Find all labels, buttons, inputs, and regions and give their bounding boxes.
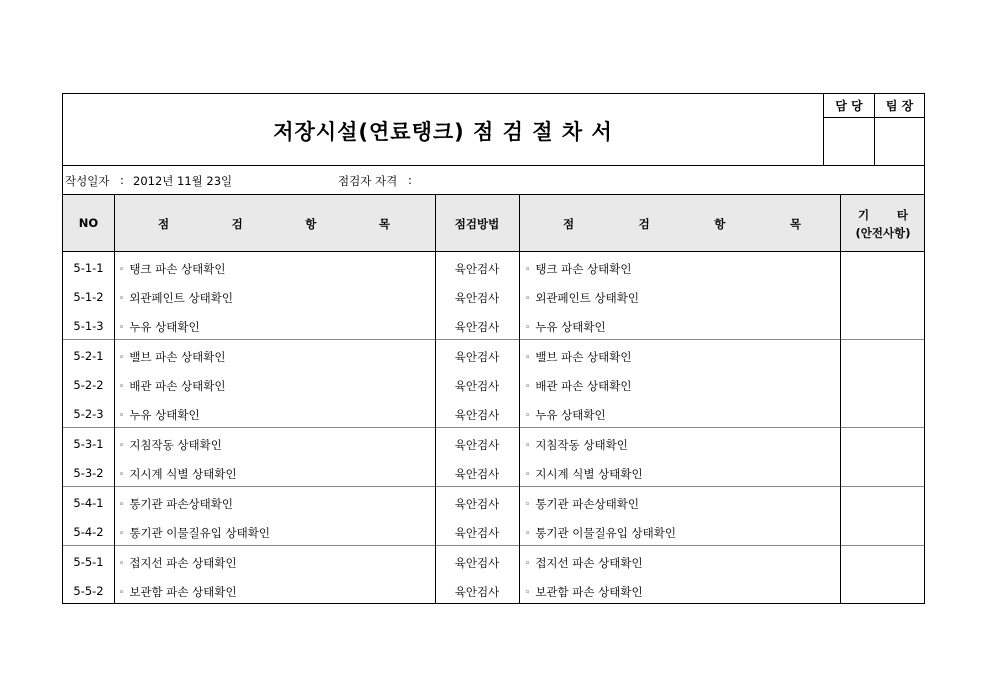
item-number <box>63 525 114 539</box>
inspection-item-detail-text: 지침작동 상태확인 <box>535 438 628 452</box>
date-value: 2012년 11월 23일 <box>133 174 233 188</box>
bullet-icon: ◦ <box>525 529 531 539</box>
inspection-item-detail-text: 배관 파손 상태확인 <box>535 379 632 393</box>
inspection-method <box>435 407 519 423</box>
table-row <box>63 399 924 428</box>
table-row <box>63 282 924 311</box>
inspection-method-text: 육안검사 <box>454 556 500 570</box>
approval-header-manager: 담 당 <box>824 94 875 118</box>
bullet-icon: ◦ <box>525 500 531 510</box>
bullet-icon: ◦ <box>119 559 125 569</box>
inspection-item-detail-text: 누유 상태확인 <box>535 408 606 422</box>
item-number <box>63 378 114 392</box>
header-etc <box>858 207 908 223</box>
bullet-icon: ◦ <box>119 441 125 451</box>
inspection-procedure-document <box>62 93 925 604</box>
inspection-item-text: 접지선 파손 상태확인 <box>129 556 237 570</box>
bullet-icon: ◦ <box>525 588 531 598</box>
inspection-item-detail <box>525 319 606 335</box>
table-row <box>63 370 924 399</box>
inspection-item-detail-text: 보관함 파손 상태확인 <box>535 585 643 599</box>
inspection-item <box>119 525 270 541</box>
bullet-icon: ◦ <box>525 382 531 392</box>
table-row <box>63 253 924 282</box>
inspection-method <box>435 525 519 541</box>
header-method: 점검방법 <box>454 217 500 231</box>
inspection-item <box>119 319 200 335</box>
inspection-item-detail-text: 통기관 이물질유입 상태확인 <box>535 526 676 540</box>
inspection-item-text: 보관함 파손 상태확인 <box>129 585 237 599</box>
inspection-item-detail-text: 탱크 파손 상태확인 <box>535 262 632 276</box>
inspection-method <box>435 584 519 600</box>
item-number-text: 5-2-2 <box>73 378 104 392</box>
item-number <box>63 319 114 333</box>
header-char: 목 <box>378 217 390 231</box>
approval-sign-manager[interactable] <box>824 118 875 165</box>
header-char: 항 <box>714 217 726 231</box>
inspection-item <box>119 466 237 482</box>
inspector-separator: : <box>408 173 412 187</box>
bullet-icon: ◦ <box>119 411 125 421</box>
column-divider <box>519 194 520 603</box>
table-row <box>63 429 924 458</box>
row-group <box>63 428 924 487</box>
inspection-method <box>435 496 519 512</box>
inspection-method-text: 육안검사 <box>454 497 500 511</box>
bullet-icon: ◦ <box>119 529 125 539</box>
document-title: 저장시설(연료탱크) 점 검 절 차 서 <box>273 120 613 144</box>
inspection-item <box>119 584 237 600</box>
title-area <box>63 94 824 165</box>
inspection-item-detail <box>525 349 632 365</box>
approval-sign-team-lead[interactable] <box>875 118 924 165</box>
column-divider <box>840 194 841 603</box>
item-number-text: 5-2-3 <box>73 407 104 421</box>
inspection-item-detail <box>525 261 632 277</box>
bullet-icon: ◦ <box>525 411 531 421</box>
header-char: 점 <box>158 217 170 231</box>
inspection-item-detail <box>525 496 639 512</box>
inspection-item-detail-text: 통기관 파손상태확인 <box>535 497 639 511</box>
item-number <box>63 496 114 510</box>
item-number <box>63 290 114 304</box>
inspection-item <box>119 290 233 306</box>
inspection-item-text: 통기관 파손상태확인 <box>129 497 233 511</box>
table-row <box>63 311 924 340</box>
item-number <box>63 555 114 569</box>
inspection-item-detail <box>525 584 643 600</box>
column-divider <box>114 194 115 603</box>
inspection-item <box>119 349 226 365</box>
header-inspection-item-2 <box>563 216 801 232</box>
inspection-method <box>435 261 519 277</box>
inspection-item-detail <box>525 466 643 482</box>
item-number-text: 5-5-1 <box>73 555 104 569</box>
item-number <box>63 349 114 363</box>
table-row <box>63 547 924 576</box>
bullet-icon: ◦ <box>525 470 531 480</box>
inspection-item-detail-text: 지시계 식별 상태확인 <box>535 467 643 481</box>
header-inspection-item <box>158 216 390 232</box>
inspection-method <box>435 378 519 394</box>
inspection-method-text: 육안검사 <box>454 408 500 422</box>
inspection-item <box>119 437 222 453</box>
inspection-method <box>435 349 519 365</box>
inspection-item <box>119 555 237 571</box>
approval-box <box>824 94 924 165</box>
table-row <box>63 458 924 487</box>
header-safety-notes: (안전사항) <box>855 226 911 240</box>
header-char: 검 <box>638 217 650 231</box>
inspection-method-text: 육안검사 <box>454 291 500 305</box>
approval-header-team-lead: 팀 장 <box>875 94 924 118</box>
inspection-item-text: 통기관 이물질유입 상태확인 <box>129 526 270 540</box>
bullet-icon: ◦ <box>119 470 125 480</box>
inspection-method-text: 육안검사 <box>454 320 500 334</box>
bullet-icon: ◦ <box>525 294 531 304</box>
date-label: 작성일자 <box>65 174 110 188</box>
bullet-icon: ◦ <box>525 441 531 451</box>
item-number-text: 5-1-2 <box>73 290 104 304</box>
header-char: 점 <box>563 217 575 231</box>
inspection-method <box>435 290 519 306</box>
bullet-icon: ◦ <box>525 353 531 363</box>
inspection-method <box>435 319 519 335</box>
item-number <box>63 407 114 421</box>
inspection-item-detail <box>525 525 676 541</box>
inspection-item-text: 외관페인트 상태확인 <box>129 291 233 305</box>
inspection-method-text: 육안검사 <box>454 350 500 364</box>
item-number <box>63 261 114 275</box>
inspection-item <box>119 407 200 423</box>
table-row <box>63 488 924 517</box>
bullet-icon: ◦ <box>119 382 125 392</box>
item-number-text: 5-1-3 <box>73 319 104 333</box>
inspection-method <box>435 555 519 571</box>
inspection-item-text: 지시계 식별 상태확인 <box>129 467 237 481</box>
bullet-icon: ◦ <box>119 294 125 304</box>
info-row <box>63 165 924 194</box>
bullet-icon: ◦ <box>119 353 125 363</box>
item-number-text: 5-2-1 <box>73 349 104 363</box>
row-group <box>63 546 924 605</box>
inspection-method-text: 육안검사 <box>454 467 500 481</box>
item-number-text: 5-4-1 <box>73 496 104 510</box>
inspector-label: 점검자 자격 <box>338 174 398 188</box>
row-group <box>63 487 924 546</box>
inspection-method-text: 육안검사 <box>454 585 500 599</box>
table-header <box>63 194 924 252</box>
inspection-method-text: 육안검사 <box>454 526 500 540</box>
item-number-text: 5-1-1 <box>73 261 104 275</box>
header-char: 기 <box>858 208 870 222</box>
inspection-item-text: 밸브 파손 상태확인 <box>129 350 226 364</box>
inspection-method <box>435 437 519 453</box>
bullet-icon: ◦ <box>119 588 125 598</box>
bullet-icon: ◦ <box>525 265 531 275</box>
table-row <box>63 517 924 546</box>
row-group <box>63 340 924 428</box>
inspection-item-detail <box>525 290 639 306</box>
item-number-text: 5-3-1 <box>73 437 104 451</box>
item-number-text: 5-5-2 <box>73 584 104 598</box>
inspection-method-text: 육안검사 <box>454 379 500 393</box>
inspection-item-text: 지침작동 상태확인 <box>129 438 222 452</box>
inspection-item-detail-text: 밸브 파손 상태확인 <box>535 350 632 364</box>
header-char: 항 <box>305 217 317 231</box>
inspection-method-text: 육안검사 <box>454 262 500 276</box>
inspection-item-text: 배관 파손 상태확인 <box>129 379 226 393</box>
inspection-item <box>119 496 233 512</box>
inspection-item <box>119 261 226 277</box>
date-separator: : <box>120 173 124 187</box>
item-number <box>63 584 114 598</box>
table-row <box>63 576 924 605</box>
header-char: 타 <box>896 208 908 222</box>
item-number <box>63 466 114 480</box>
bullet-icon: ◦ <box>119 265 125 275</box>
inspection-item <box>119 378 226 394</box>
header-no: NO <box>78 216 99 230</box>
table-row <box>63 341 924 370</box>
header-char: 목 <box>789 217 801 231</box>
inspection-item-detail <box>525 407 606 423</box>
inspection-method-text: 육안검사 <box>454 438 500 452</box>
inspection-method <box>435 466 519 482</box>
inspection-item-detail <box>525 437 628 453</box>
inspection-item-text: 누유 상태확인 <box>129 408 200 422</box>
item-number <box>63 437 114 451</box>
inspection-item-text: 탱크 파손 상태확인 <box>129 262 226 276</box>
inspection-item-detail-text: 접지선 파손 상태확인 <box>535 556 643 570</box>
inspection-item-detail-text: 외관페인트 상태확인 <box>535 291 639 305</box>
row-group <box>63 252 924 340</box>
inspection-item-detail-text: 누유 상태확인 <box>535 320 606 334</box>
bullet-icon: ◦ <box>525 559 531 569</box>
inspection-item-detail <box>525 378 632 394</box>
item-number-text: 5-4-2 <box>73 525 104 539</box>
column-divider <box>435 194 436 603</box>
bullet-icon: ◦ <box>119 323 125 333</box>
bullet-icon: ◦ <box>525 323 531 333</box>
header-char: 검 <box>231 217 243 231</box>
bullet-icon: ◦ <box>119 500 125 510</box>
item-number-text: 5-3-2 <box>73 466 104 480</box>
inspection-item-detail <box>525 555 643 571</box>
inspection-item-text: 누유 상태확인 <box>129 320 200 334</box>
